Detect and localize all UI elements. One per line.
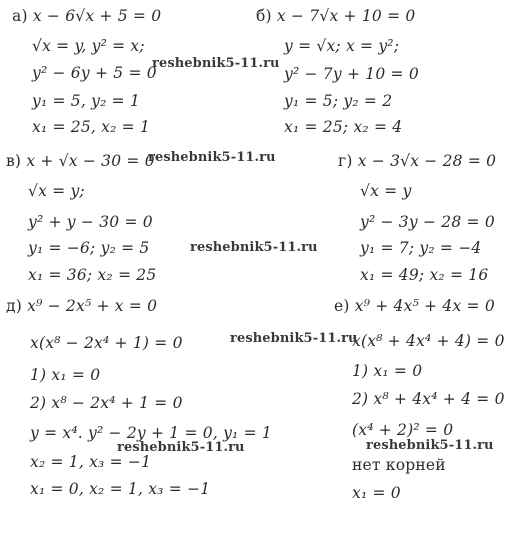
problem-d-line-7: x₁ = 0, x₂ = 1, x₃ = −1 bbox=[30, 480, 211, 498]
problem-e-line-7: x₁ = 0 bbox=[352, 484, 401, 502]
problem-g-line-4: y₁ = 7; y₂ = −4 bbox=[360, 239, 482, 257]
problem-d-line-4: 2) x⁸ − 2x⁴ + 1 = 0 bbox=[30, 394, 183, 412]
watermark-1: reshebnik5-11.ru bbox=[152, 56, 280, 71]
problem-d-line-5: y = x⁴. y² − 2y + 1 = 0, y₁ = 1 bbox=[30, 424, 272, 442]
problem-d-equation: x⁹ − 2x⁵ + x = 0 bbox=[27, 297, 158, 315]
problem-g-label: г) bbox=[338, 152, 353, 170]
problem-b-line-4: y₁ = 5; y₂ = 2 bbox=[284, 92, 393, 110]
problem-b-line-3: y² − 7y + 10 = 0 bbox=[284, 65, 419, 83]
problem-v-line-4: y₁ = −6; y₂ = 5 bbox=[28, 239, 150, 257]
problem-v-line-2: √x = y; bbox=[28, 182, 85, 200]
problem-a-line-3: y² − 6y + 5 = 0 bbox=[32, 64, 157, 82]
problem-d-line-1 bbox=[6, 297, 157, 315]
watermark-5: reshebnik5-11.ru bbox=[117, 440, 245, 455]
problem-b-equation: x − 7√x + 10 = 0 bbox=[276, 7, 416, 25]
watermark-4: reshebnik5-11.ru bbox=[230, 331, 358, 346]
problem-g-line-5: x₁ = 49; x₂ = 16 bbox=[360, 266, 489, 284]
problem-d-line-2: x(x⁸ − 2x⁴ + 1) = 0 bbox=[30, 334, 183, 352]
watermark-3: reshebnik5-11.ru bbox=[190, 240, 318, 255]
problem-v-label: в) bbox=[6, 152, 22, 170]
problem-v-equation: x + √x − 30 = 0 bbox=[26, 152, 155, 170]
problem-d-label: д) bbox=[6, 297, 22, 315]
problem-a-line-2: √x = y, y² = x; bbox=[32, 37, 145, 55]
problem-b-line-2: y = √x; x = y²; bbox=[284, 37, 400, 55]
problem-b-label: б) bbox=[256, 7, 272, 25]
problem-b-line-1 bbox=[256, 7, 415, 25]
problem-a-line-1 bbox=[12, 7, 161, 25]
problem-v-line-1 bbox=[6, 152, 155, 170]
problem-e-line-4: 2) x⁸ + 4x⁴ + 4 = 0 bbox=[352, 390, 505, 408]
problem-e-line-2: x(x⁸ + 4x⁴ + 4) = 0 bbox=[352, 332, 505, 350]
problem-d-line-3: 1) x₁ = 0 bbox=[30, 366, 101, 384]
problem-a-label: а) bbox=[12, 7, 28, 25]
problem-g-equation: x − 3√x − 28 = 0 bbox=[357, 152, 497, 170]
problem-d-line-6: x₂ = 1, x₃ = −1 bbox=[30, 453, 152, 471]
problem-v-line-3: y² + y − 30 = 0 bbox=[28, 213, 153, 231]
problem-g-line-2: √x = y bbox=[360, 182, 412, 200]
problem-e-line-6: нет корней bbox=[352, 456, 446, 474]
problem-a-equation: x − 6√x + 5 = 0 bbox=[32, 7, 162, 25]
problem-a-line-4: y₁ = 5, y₂ = 1 bbox=[32, 92, 141, 110]
problem-e-label: е) bbox=[334, 297, 350, 315]
problem-g-line-1 bbox=[338, 152, 496, 170]
watermark-2: reshebnik5-11.ru bbox=[148, 150, 276, 165]
problem-e-line-3: 1) x₁ = 0 bbox=[352, 362, 423, 380]
problem-e-equation: x⁹ + 4x⁵ + 4x = 0 bbox=[354, 297, 495, 315]
problem-g-line-3: y² − 3y − 28 = 0 bbox=[360, 213, 495, 231]
problem-b-line-5: x₁ = 25; x₂ = 4 bbox=[284, 118, 403, 136]
problem-e-line-5: (x⁴ + 2)² = 0 bbox=[352, 421, 454, 439]
problem-v-line-5: x₁ = 36; x₂ = 25 bbox=[28, 266, 157, 284]
problem-a-line-5: x₁ = 25, x₂ = 1 bbox=[32, 118, 151, 136]
problem-e-line-1 bbox=[334, 297, 495, 315]
watermark-6: reshebnik5-11.ru bbox=[366, 438, 494, 453]
